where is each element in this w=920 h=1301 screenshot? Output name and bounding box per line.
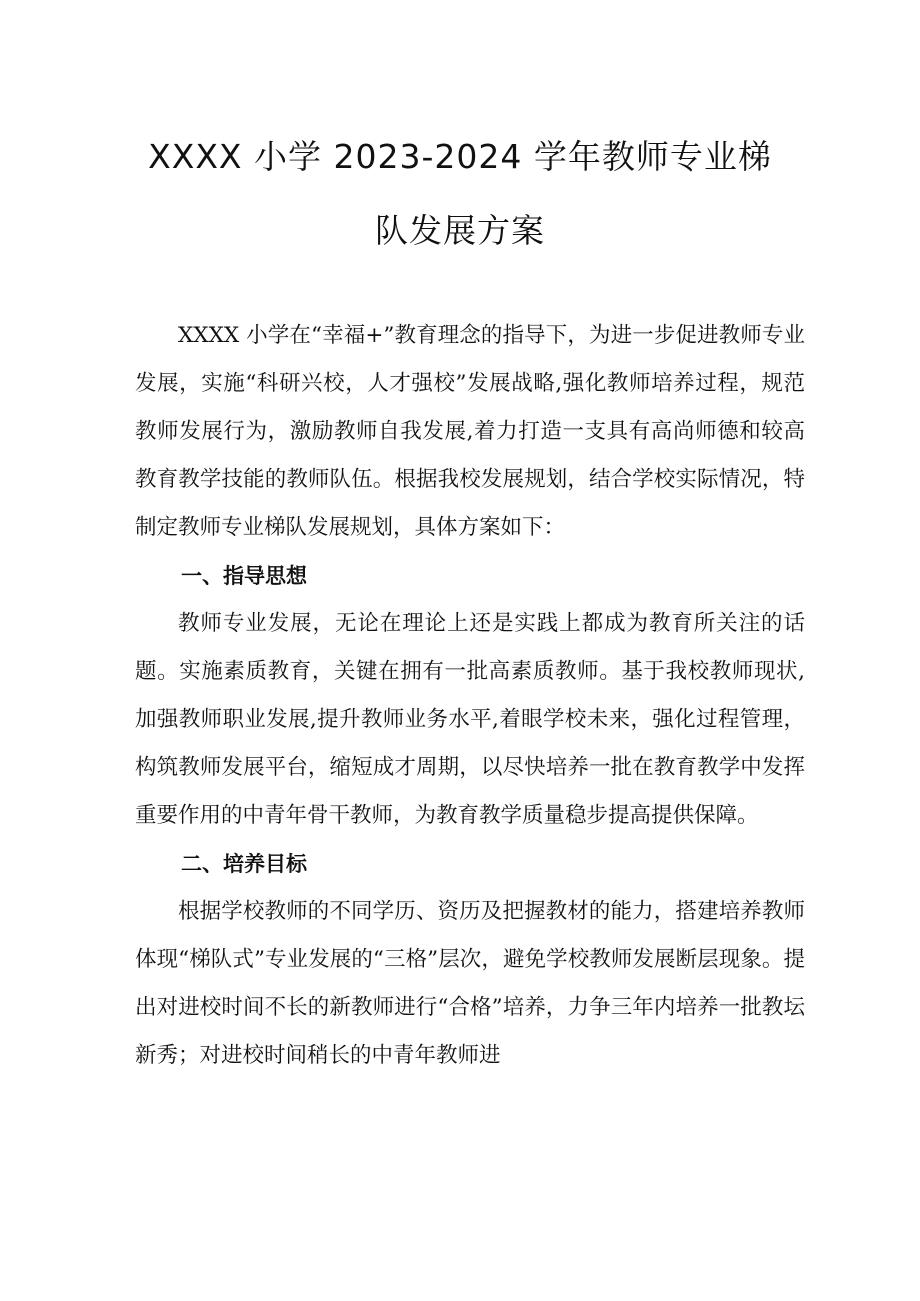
intro-paragraph: XXXX 小学在“幸福+”教育理念的指导下，为进一步促进教师专业发展，实施“科研兴校，人才强校”发展战略,强化教师培养过程，规范教师发展行为，激励教师自我发展,着力打造一支具有高尚师德和较高教育教学技能的教师队伍。根据我校发展规划，结合学校实际情况，特制定教师专业梯队发展规划，具体方案如下： <box>135 323 805 540</box>
guiding-ideology-paragraph: 教师专业发展，无论在理论上还是实践上都成为教育所关注的话题。实施素质教育，关键在拥有一批高素质教师。基于我校教师现状,加强教师职业发展,提升教师业务水平,着眼学校未来，强化过程管理，构筑教师发展平台，缩短成才周期，以尽快培养一批在教育教学中发挥重要作用的中青年骨干教师，为教育教学质量稳步提高提供保障。 <box>135 611 805 828</box>
document-title-line-1: XXXX 小学 2023-2024 学年教师专业梯 <box>148 137 772 176</box>
document-body <box>135 312 805 1080</box>
section-heading-training-goals: 二、培养目标 <box>181 852 307 876</box>
training-goals-paragraph: 根据学校教师的不同学历、资历及把握教材的能力，搭建培养教师体现“梯队式”专业发展的“三格”层次，避免学校教师发展断层现象。提出对进校时间不长的新教师进行“合格”培养，力争三年内培养一批教坛新秀；对进校时间稍长的中青年教师进 <box>135 899 805 1068</box>
section-heading-guiding-ideology: 一、指导思想 <box>181 564 307 588</box>
document-title-line-2: 队发展方案 <box>375 211 545 250</box>
